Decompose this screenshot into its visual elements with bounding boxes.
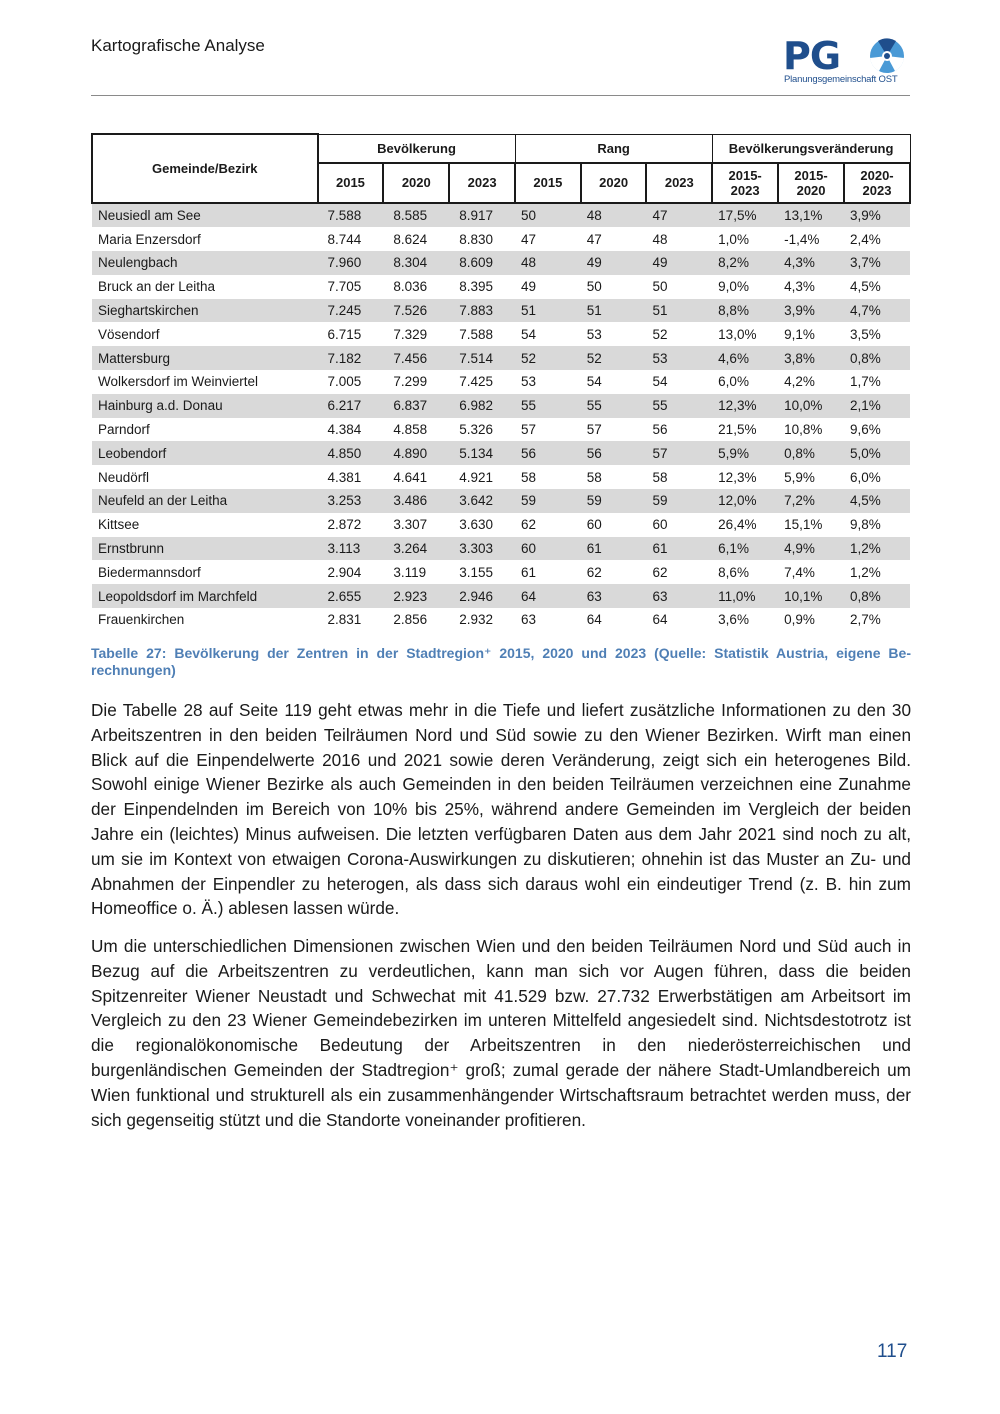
cell-municipality: Neusiedl am See xyxy=(92,203,318,228)
table-row xyxy=(92,227,910,251)
table-row xyxy=(92,275,910,299)
cell-rank: 52 xyxy=(581,346,647,370)
pgo-propeller-logo-icon xyxy=(868,38,906,74)
cell-municipality: Neudörfl xyxy=(98,469,150,485)
cell-population: 8.830 xyxy=(459,231,493,247)
cell-municipality: Biedermannsdorf xyxy=(98,564,201,580)
cell-population: 8.624 xyxy=(393,231,428,247)
cell-municipality: Neulengbach xyxy=(92,251,318,275)
cell-change: 4,5% xyxy=(844,489,910,513)
table-caption: Tabelle 27: Bevölkerung der Zentren in der Stadtregion⁺ 2015, 2020 und 2023 (Quelle: Statistik Austria, eigene Berechnungen) xyxy=(91,645,911,678)
cell-change: 9,8% xyxy=(850,517,881,533)
cell-change: 12,3% xyxy=(718,469,757,485)
cell-municipality: Maria Enzersdorf xyxy=(98,231,201,247)
cell-rank: 60 xyxy=(586,517,602,533)
cell-population: 4.850 xyxy=(318,441,384,465)
cell-change: 3,5% xyxy=(850,326,881,342)
cell-rank: 50 xyxy=(652,279,668,295)
cell-population: 7.245 xyxy=(318,299,384,323)
table-body xyxy=(92,203,910,632)
cell-rank: 52 xyxy=(515,346,581,370)
cell-rank: 57 xyxy=(521,422,537,438)
cell-rank: 47 xyxy=(646,203,712,228)
cell-population: 8.304 xyxy=(383,251,449,275)
cell-population: 7.526 xyxy=(383,299,449,323)
cell-change: 10,1% xyxy=(778,584,844,608)
cell-rank: 48 xyxy=(515,251,581,275)
cell-population: 7.705 xyxy=(327,279,362,295)
table-row xyxy=(92,489,910,513)
header-change-period: 2020- 2023 xyxy=(844,163,910,203)
cell-population: 2.872 xyxy=(327,517,362,533)
cell-change: 21,5% xyxy=(718,422,757,438)
cell-change: 10,0% xyxy=(778,394,844,418)
cell-population: 5.326 xyxy=(459,422,493,438)
header-group-rank: Rang xyxy=(515,134,712,163)
cell-municipality: Ernstbrunn xyxy=(92,537,318,561)
cell-population: 3.113 xyxy=(318,537,384,561)
cell-population: 4.641 xyxy=(393,469,428,485)
cell-rank: 56 xyxy=(515,441,581,465)
cell-population: 3.253 xyxy=(318,489,384,513)
cell-municipality: Bruck an der Leitha xyxy=(98,279,216,295)
cell-change: 26,4% xyxy=(718,517,757,533)
table-header xyxy=(92,134,910,203)
header-pop-year: 2015 xyxy=(318,163,384,203)
cell-population: 6.982 xyxy=(449,394,515,418)
cell-change: 2,4% xyxy=(850,231,881,247)
table-row xyxy=(92,394,910,418)
cell-rank: 63 xyxy=(581,584,647,608)
cell-change: 7,2% xyxy=(778,489,844,513)
cell-rank: 55 xyxy=(581,394,647,418)
cell-change: 4,2% xyxy=(784,374,815,390)
cell-rank: 57 xyxy=(586,422,602,438)
cell-population: 4.890 xyxy=(383,441,449,465)
cell-population: 6.217 xyxy=(318,394,384,418)
header-group-population: Bevölkerung xyxy=(318,134,515,163)
cell-population: 5.134 xyxy=(449,441,515,465)
cell-rank: 58 xyxy=(521,469,537,485)
cell-population: 8.744 xyxy=(327,231,362,247)
cell-rank: 59 xyxy=(581,489,647,513)
cell-rank: 47 xyxy=(521,231,537,247)
table-row xyxy=(92,608,910,632)
cell-rank: 55 xyxy=(515,394,581,418)
cell-population: 2.831 xyxy=(327,612,362,628)
cell-municipality: Parndorf xyxy=(98,422,150,438)
cell-population: 7.182 xyxy=(318,346,384,370)
cell-population: 7.329 xyxy=(393,326,428,342)
cell-change: 13,1% xyxy=(778,203,844,228)
cell-rank: 62 xyxy=(652,564,668,580)
header-name: Gemeinde/Bezirk xyxy=(92,134,318,203)
cell-change: 3,6% xyxy=(718,612,749,628)
cell-change: 2,1% xyxy=(844,394,910,418)
cell-rank: 60 xyxy=(652,517,668,533)
cell-change: -1,4% xyxy=(784,231,820,247)
cell-change: 17,5% xyxy=(712,203,778,228)
cell-population: 4.921 xyxy=(459,469,493,485)
table-row xyxy=(92,560,910,584)
cell-rank: 49 xyxy=(646,251,712,275)
cell-change: 4,3% xyxy=(784,279,815,295)
header-rank-year: 2023 xyxy=(646,163,712,203)
cell-rank: 53 xyxy=(646,346,712,370)
cell-population: 6.837 xyxy=(383,394,449,418)
cell-population: 7.588 xyxy=(318,203,384,228)
header-divider xyxy=(91,95,910,96)
population-table xyxy=(91,133,911,632)
cell-change: 5,9% xyxy=(784,469,815,485)
cell-change: 0,8% xyxy=(844,346,910,370)
cell-change: 8,8% xyxy=(712,299,778,323)
table-row xyxy=(92,251,910,275)
cell-population: 4.858 xyxy=(393,422,428,438)
cell-rank: 61 xyxy=(581,537,647,561)
cell-change: 1,2% xyxy=(844,537,910,561)
cell-change: 12,3% xyxy=(712,394,778,418)
cell-rank: 54 xyxy=(652,374,668,390)
cell-change: 9,0% xyxy=(718,279,749,295)
header-change-period: 2015- 2023 xyxy=(712,163,778,203)
cell-municipality: Hainburg a.d. Donau xyxy=(92,394,318,418)
cell-population: 6.715 xyxy=(327,326,362,342)
cell-change: 4,6% xyxy=(712,346,778,370)
cell-rank: 60 xyxy=(515,537,581,561)
table-row xyxy=(92,418,910,442)
cell-change: 6,0% xyxy=(850,469,881,485)
cell-rank: 56 xyxy=(581,441,647,465)
cell-population: 8.609 xyxy=(449,251,515,275)
table-row xyxy=(92,299,910,323)
cell-change: 6,0% xyxy=(718,374,749,390)
cell-change: 8,2% xyxy=(712,251,778,275)
cell-population: 3.119 xyxy=(393,564,427,580)
cell-rank: 53 xyxy=(521,374,537,390)
cell-rank: 59 xyxy=(646,489,712,513)
header-pop-year: 2023 xyxy=(449,163,515,203)
cell-rank: 62 xyxy=(521,517,537,533)
cell-change: 5,9% xyxy=(712,441,778,465)
cell-rank: 58 xyxy=(652,469,668,485)
cell-rank: 61 xyxy=(521,564,537,580)
cell-rank: 48 xyxy=(652,231,668,247)
cell-municipality: Leopoldsdorf im Marchfeld xyxy=(92,584,318,608)
cell-rank: 61 xyxy=(646,537,712,561)
cell-rank: 53 xyxy=(586,326,602,342)
cell-rank: 56 xyxy=(652,422,668,438)
cell-change: 4,3% xyxy=(778,251,844,275)
cell-change: 0,8% xyxy=(778,441,844,465)
cell-population: 3.155 xyxy=(459,564,493,580)
cell-municipality: Frauenkirchen xyxy=(98,612,185,628)
page-number: 117 xyxy=(877,1341,908,1362)
cell-rank: 47 xyxy=(586,231,602,247)
table-row xyxy=(92,513,910,537)
cell-rank: 51 xyxy=(581,299,647,323)
table-row xyxy=(92,584,910,608)
cell-rank: 51 xyxy=(646,299,712,323)
table-row xyxy=(92,537,910,561)
cell-rank: 54 xyxy=(586,374,602,390)
cell-rank: 51 xyxy=(515,299,581,323)
cell-change: 4,9% xyxy=(778,537,844,561)
cell-population: 2.655 xyxy=(318,584,384,608)
cell-population: 2.932 xyxy=(459,612,493,628)
cell-change: 3,8% xyxy=(778,346,844,370)
cell-rank: 50 xyxy=(515,203,581,228)
cell-population: 7.425 xyxy=(459,374,493,390)
cell-population: 7.883 xyxy=(449,299,515,323)
header-change-period: 2015- 2020 xyxy=(778,163,844,203)
cell-population: 2.946 xyxy=(449,584,515,608)
cell-rank: 64 xyxy=(652,612,668,628)
body-paragraph: Um die unterschiedlichen Dimensionen zwischen Wien und den beiden Teilräumen Nord und Süd auch in Bezug auf die Arbeitszentren zu verdeutlichen, kann man sich vor Augen führen, dass die beiden Spitzenreiter Wiener Neustadt und Schwechat mit 41.529 bzw. 27.732 Erwerbstätigen am Arbeitsort im Vergleich zu den 23 Wiener Gemeindebezirken im unteren Mittelfeld angesiedelt sind. Nichtsdestotrotz ist die regionalökonomische Bedeutung der Arbeitszentren in den niederösterreichischen und burgenländischen Gemeinden der Stadtregion⁺ groß; zumal gerade der nähere Stadt-Umlandbereich um Wien funktional und strukturell als ein zusammenhängender Wirtschaftsraum betrachtet werden muss, der sich gegenseitig stützt und die Standorte voneinander profitieren. xyxy=(91,936,911,1130)
cell-municipality: Kittsee xyxy=(98,517,140,533)
header-group-change: Bevölkerungsveränderung xyxy=(712,134,910,163)
header-rank-year: 2020 xyxy=(581,163,647,203)
cell-population: 3.264 xyxy=(383,537,449,561)
cell-rank: 63 xyxy=(521,612,537,628)
cell-population: 3.307 xyxy=(393,517,428,533)
cell-rank: 57 xyxy=(646,441,712,465)
cell-change: 6,1% xyxy=(712,537,778,561)
cell-population: 3.486 xyxy=(383,489,449,513)
cell-population: 2.904 xyxy=(327,564,362,580)
cell-population: 7.005 xyxy=(327,374,362,390)
cell-municipality: Vösendorf xyxy=(98,326,160,342)
cell-rank: 52 xyxy=(652,326,668,342)
cell-rank: 58 xyxy=(586,469,602,485)
table-row xyxy=(92,346,910,370)
cell-change: 10,8% xyxy=(784,422,823,438)
running-header-title: Kartografische Analyse xyxy=(91,36,265,55)
cell-change: 9,6% xyxy=(850,422,881,438)
cell-change: 7,4% xyxy=(784,564,815,580)
table-row xyxy=(92,441,910,465)
cell-rank: 64 xyxy=(515,584,581,608)
cell-population: 4.384 xyxy=(327,422,362,438)
cell-change: 1,7% xyxy=(850,374,881,390)
cell-municipality: Mattersburg xyxy=(92,346,318,370)
cell-rank: 59 xyxy=(515,489,581,513)
cell-change: 3,9% xyxy=(778,299,844,323)
cell-population: 3.303 xyxy=(449,537,515,561)
cell-population: 2.923 xyxy=(383,584,449,608)
cell-population: 8.585 xyxy=(383,203,449,228)
cell-municipality: Leobendorf xyxy=(92,441,318,465)
cell-rank: 55 xyxy=(646,394,712,418)
logo-subtitle: Planungsgemeinschaft OST xyxy=(784,74,898,85)
cell-municipality: Wolkersdorf im Weinviertel xyxy=(98,374,259,390)
cell-change: 3,9% xyxy=(844,203,910,228)
cell-change: 5,0% xyxy=(844,441,910,465)
cell-rank: 63 xyxy=(646,584,712,608)
cell-change: 4,5% xyxy=(850,279,881,295)
table-row xyxy=(92,465,910,489)
body-paragraph: Die Tabelle 28 auf Seite 119 geht etwas mehr in die Tiefe und liefert zusätzliche Informationen zu den 30 Arbeitszentren in den beiden Teilräumen Nord und Süd sowie zu den Wiener Bezirken. Wirft man einen Blick auf die Einpendelwerte 2016 und 2021 sowie deren Veränderung, zeigt sich ein heterogenes Bild. Sowohl einige Wiener Bezirke als auch Gemeinden in den beiden Teilräumen verzeichnen eine Zunahme der Einpendelnden im Bereich von 10% bis 25%, während andere Gemeinden im Vergleich der beiden Jahre ein (leichtes) Minus aufweisen. Die letzten verfügbaren Daten aus dem Jahr 2021 sind noch zu alt, um sie im Kontext von etwaigen Corona-Auswirkungen zu diskutieren; ohnehin ist das Muster an Zu- und Abnahmen der Einpendler zu heterogen, als dass sich daraus wohl ein eindeutiger Trend (z. B. hin zum Homeoffice o. Ä.) ablesen lassen würde. xyxy=(91,700,911,919)
cell-population: 3.630 xyxy=(459,517,493,533)
cell-rank: 64 xyxy=(586,612,602,628)
cell-change: 0,9% xyxy=(784,612,815,628)
cell-population: 7.299 xyxy=(393,374,428,390)
cell-change: 1,0% xyxy=(718,231,749,247)
cell-rank: 49 xyxy=(521,279,537,295)
cell-population: 7.514 xyxy=(449,346,515,370)
table-row xyxy=(92,322,910,346)
logo-letters: PG xyxy=(783,34,841,78)
cell-change: 13,0% xyxy=(718,326,757,342)
cell-change: 3,7% xyxy=(844,251,910,275)
table-row xyxy=(92,370,910,394)
pgo-logo xyxy=(783,34,911,86)
cell-population: 2.856 xyxy=(393,612,428,628)
cell-population: 4.381 xyxy=(327,469,362,485)
cell-population: 8.395 xyxy=(459,279,493,295)
cell-population: 8.036 xyxy=(393,279,428,295)
header-pop-year: 2020 xyxy=(383,163,449,203)
cell-population: 7.588 xyxy=(459,326,493,342)
cell-change: 4,7% xyxy=(844,299,910,323)
cell-change: 8,6% xyxy=(718,564,749,580)
table-row xyxy=(92,203,910,228)
cell-population: 3.642 xyxy=(449,489,515,513)
cell-change: 0,8% xyxy=(844,584,910,608)
cell-rank: 50 xyxy=(586,279,602,295)
cell-municipality: Sieghartskirchen xyxy=(92,299,318,323)
cell-population: 7.960 xyxy=(318,251,384,275)
cell-population: 8.917 xyxy=(449,203,515,228)
cell-change: 12,0% xyxy=(712,489,778,513)
cell-rank: 48 xyxy=(581,203,647,228)
cell-population: 7.456 xyxy=(383,346,449,370)
cell-change: 11,0% xyxy=(712,584,778,608)
cell-change: 1,2% xyxy=(850,564,881,580)
cell-rank: 49 xyxy=(581,251,647,275)
cell-change: 15,1% xyxy=(784,517,823,533)
cell-municipality: Neufeld an der Leitha xyxy=(92,489,318,513)
cell-rank: 54 xyxy=(521,326,537,342)
cell-rank: 62 xyxy=(586,564,602,580)
header-rank-year: 2015 xyxy=(515,163,581,203)
cell-change: 2,7% xyxy=(850,612,881,628)
cell-change: 9,1% xyxy=(784,326,815,342)
